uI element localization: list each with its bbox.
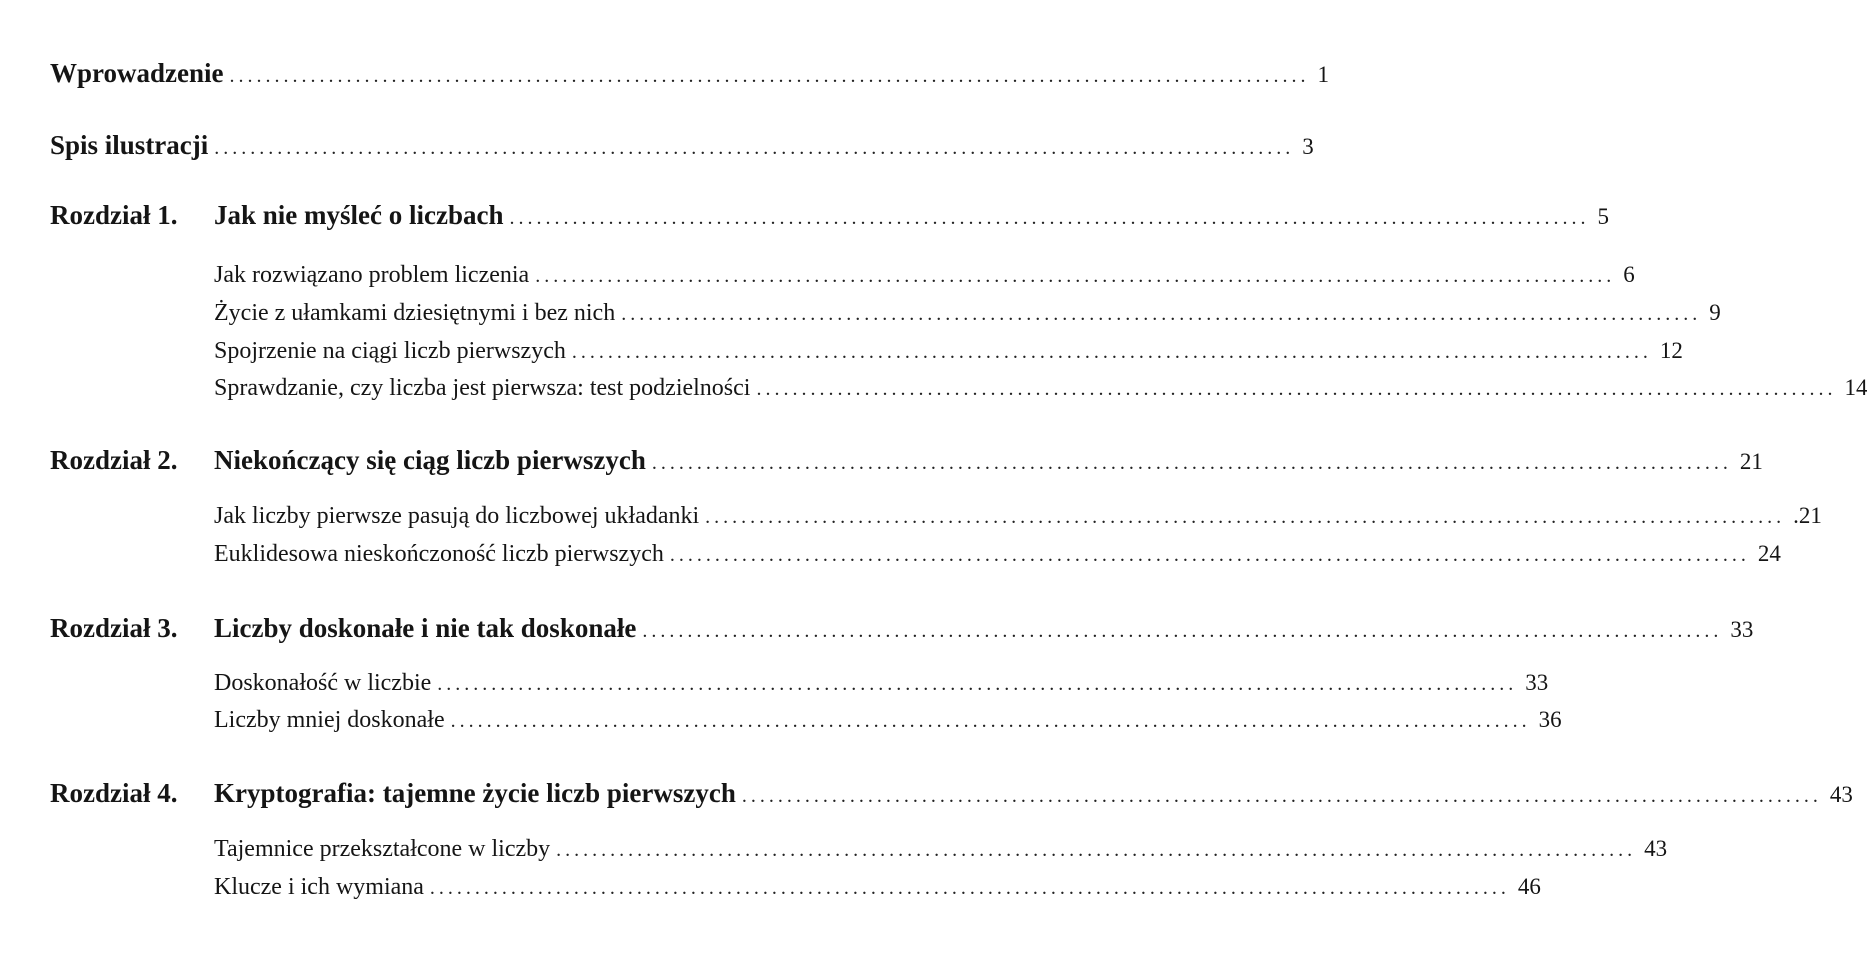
toc-entry-title: Klucze i ich wymiana [214,874,424,900]
toc-entry-title: Liczby doskonałe i nie tak doskonałe [214,613,637,643]
toc-chapter-row [0,613,1754,644]
dot-leader: ........................................................................................................................ [571,341,1652,363]
page-number: .21 [1793,503,1822,528]
dot-leader: ........................................................................................................................ [756,378,1837,400]
toc-entry-title: Spojrzenie na ciągi liczb pierwszych [214,338,566,364]
toc-section-row [0,262,1635,289]
toc-entry-title: Tajemnice przekształcone w liczby [214,836,551,862]
dot-leader: ........................................................................................................................ [669,544,1750,566]
page-number: 36 [1538,707,1562,732]
toc-section-row [0,541,1781,568]
toc-entry-title: Doskonałość w liczbie [214,670,432,696]
toc-entry-title: Liczby mniej doskonałe [214,707,445,733]
dot-leader: ........................................................................................................................ [535,265,1616,287]
dot-leader: ........................................................................................................................ [437,673,1518,695]
toc-entry-title: Euklidesowa nieskończoność liczb pierwszych [214,541,664,567]
dot-leader: ........................................................................................................................ [214,137,1295,159]
page-number: 46 [1517,874,1541,899]
dot-leader: ........................................................................................................................ [229,65,1310,87]
toc-entry-title: Niekończący się ciąg liczb pierwszych [214,445,646,475]
toc-entry-title: Kryptografia: tajemne życie liczb pierwszych [214,778,736,808]
page-number: 6 [1623,262,1635,287]
toc-chapter-row [0,778,1853,809]
toc-entry-title: Jak nie myśleć o liczbach [214,200,504,230]
page-number: 21 [1739,449,1763,474]
chapter-number: Rozdział 1. [50,200,178,230]
page-number: 14 [1844,375,1867,400]
toc-entry-title: Wprowadzenie [50,58,224,88]
toc-section-row [0,338,1683,365]
page-number: 24 [1757,541,1781,566]
toc-entry-title: Sprawdzanie, czy liczba jest pierwsza: test podzielności [214,375,751,401]
chapter-number: Rozdział 2. [50,445,178,475]
toc-section-row [0,874,1541,901]
page-number: 33 [1730,617,1754,642]
dot-leader: ........................................................................................................................ [429,877,1510,899]
toc-chapter-row [0,200,1609,231]
toc-entry-title: Życie z ułamkami dziesiętnymi i bez nich [214,300,616,326]
dot-leader: ........................................................................................................................ [509,207,1590,229]
toc-section-row [0,300,1721,327]
toc-entry-title: Jak rozwiązano problem liczenia [214,262,530,288]
toc-front-row [0,58,1329,89]
chapter-number: Rozdział 3. [50,613,178,643]
toc-section-row [0,503,1822,530]
dot-leader: ........................................................................................................................ [556,839,1637,861]
toc-section-row [0,670,1549,697]
page-number: 43 [1644,836,1668,861]
dot-leader: ........................................................................................................................ [705,506,1786,528]
dot-leader: ........................................................................................................................ [651,452,1732,474]
page-number: 12 [1659,338,1683,363]
page-number: 1 [1317,62,1329,87]
toc-front-row [0,130,1314,161]
chapter-number: Rozdział 4. [50,778,178,808]
toc-entry-title: Spis ilustracji [50,130,209,160]
page-number: 33 [1525,670,1549,695]
dot-leader: ........................................................................................................................ [621,303,1702,325]
toc-section-row [0,836,1668,863]
toc-chapter-row [0,445,1763,476]
page-number: 3 [1302,134,1314,159]
page-number: 5 [1597,204,1609,229]
dot-leader: ........................................................................................................................ [450,710,1531,732]
toc-section-row [0,707,1562,734]
toc-entry-title: Jak liczby pierwsze pasują do liczbowej układanki [214,503,700,529]
page-number: 43 [1829,782,1853,807]
dot-leader: ........................................................................................................................ [642,620,1723,642]
dot-leader: ........................................................................................................................ [741,785,1822,807]
page-number: 9 [1709,300,1721,325]
toc-section-row [0,375,1867,402]
